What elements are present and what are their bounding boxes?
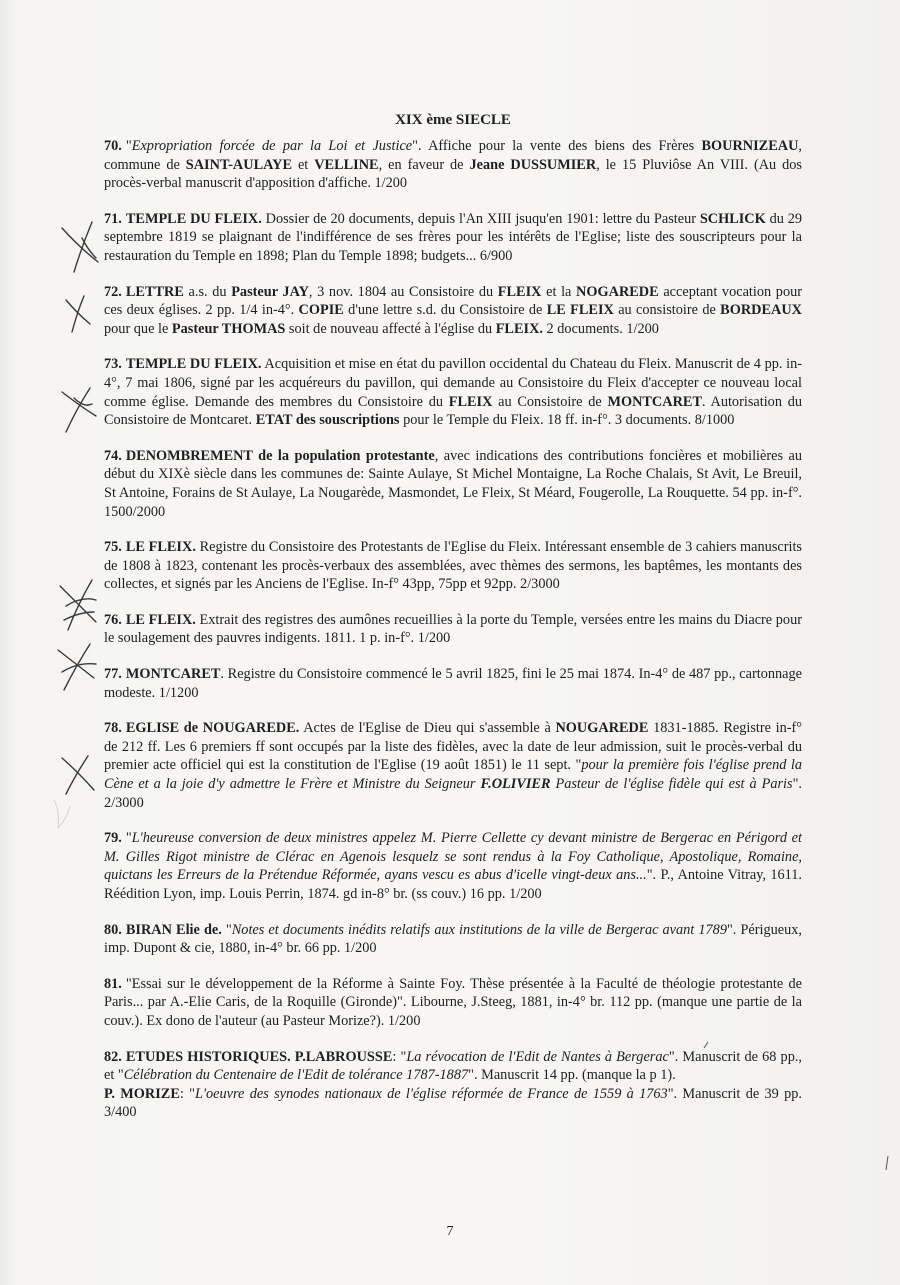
entry-keyword: COPIE — [298, 302, 344, 319]
entry-text: ". Manuscrit de 68 pp., et " — [104, 1048, 802, 1084]
entry-text: . Registre du Consistoire commencé le 5 avril 1825, fini le 25 mai 1874. In-4° de 487 pp., cartonnage modeste. 1/1200 — [104, 666, 802, 701]
entry-text: ". 2/3000 — [104, 776, 802, 811]
entry-text: a.s. du — [183, 283, 232, 300]
entry-keyword: VELLINE — [314, 156, 379, 173]
entry-text: 2 documents. 1/200 — [542, 320, 659, 337]
entry-number: 71. — [104, 210, 122, 227]
entry-keyword: LE FLEIX. — [125, 539, 196, 556]
catalog-entry-80 — [104, 921, 802, 958]
entry-keyword: NOUGAREDE — [555, 720, 649, 737]
entry-keyword: LE FLEIX — [546, 302, 614, 319]
entry-keyword: BOURNIZEAU — [701, 138, 799, 154]
entry-text: ". Manuscrit 14 pp. (manque la p 1). — [468, 1067, 676, 1084]
entry-list — [104, 137, 802, 1122]
entry-text: 1831-1885. Registre in-f° de 212 ff. Les 6 premiers ff sont occupés par la liste des fidèles, avec la date de leur admission, suit le procès-verbal du premier acte officiel qui est la constitution de l'Eglise (19 août 1851) le 11 sept. " — [104, 720, 803, 774]
entry-title-italic: Notes et documents inédits relatifs aux institutions de la ville de Bergerac avant 1789 — [231, 921, 727, 938]
catalog-entry-73 — [104, 355, 802, 429]
entry-number: 77. — [104, 666, 122, 683]
catalog-entry-79 — [104, 829, 802, 903]
entry-number: 80. — [104, 921, 122, 938]
entry-number: 70. — [104, 138, 122, 154]
entry-keyword: DENOMBREMENT de la population protestante — [125, 447, 435, 464]
catalog-entry-78 — [104, 719, 802, 812]
entry-keyword: TEMPLE DU FLEIX. — [125, 356, 262, 373]
entry-text: Extrait des registres des aumônes recueillies à la porte du Temple, versées entre les mains du Diacre pour le soulagement des pauvres indigents. 1811. 1 p. in-f°. 1/200 — [104, 611, 802, 647]
entry-text: , commune de — [104, 138, 802, 173]
entry-title-italic: Célébration du Centenaire de l'Edit de tolérance 1787-1887 — [123, 1067, 469, 1084]
catalog-entry-74 — [104, 447, 802, 521]
entry-text: et — [292, 156, 315, 173]
entry-text: ". P., Antoine Vitray, 1611. Réédition Lyon, imp. Louis Perrin, 1874. gd in-8° br. (ss couv.) 16 pp. 1/200 — [104, 867, 802, 902]
catalog-entry-82 — [104, 1048, 802, 1122]
catalog-entry-72 — [104, 283, 802, 339]
entry-keyword: MONTCARET — [607, 393, 702, 410]
entry-text: " — [221, 921, 232, 938]
entry-title-italic: L'oeuvre des synodes nationaux de l'église réformée de France de 1559 à 1763 — [195, 1085, 668, 1102]
entry-text: Acquisition et mise en état du pavillon occidental du Chateau du Fleix. Manuscrit de 4 pp. in-4°, 7 mai 1806, signé par les acquéreurs du pavillon, qui demande au Consistoire du Fleix d'accepter ce nouveau local comme église. Demande des membres du Consistoire du — [104, 356, 802, 410]
entry-text: ". Périgueux, imp. Dupont & cie, 1880, in-4° br. 66 pp. 1/200 — [104, 921, 803, 957]
entry-keyword: FLEIX — [448, 393, 493, 410]
entry-text: ". Manuscrit de 39 pp. 3/400 — [104, 1085, 802, 1121]
entry-text: Registre du Consistoire des Protestants de l'Eglise du Fleix. Intéressant ensemble de 3 cahiers manuscrits de 1808 à 1823, contenant les procès-verbaux des assemblées, avec thèmes des sermons, les baptêmes, les montants des collectes, et signés par les Anciens de l'Eglise. In-f° 43pp, 75pp et 92pp. 2/3000 — [104, 539, 802, 593]
entry-title-italic: L'heureuse conversion de deux ministres appelez M. Pierre Cellette cy devant ministre de Bergerac en Périgord et M. Gilles Rigot ministre de Clérac en Agenois lesquelz se sont rendus à la Foy Catholique, Apostolique, Romaine, quictans les Erreurs de la Prétendue Réformée, ayans vescu es abus d'icelle vingt-deux ans... — [104, 830, 802, 884]
entry-text: Actes de l'Eglise de Dieu qui s'assemble à — [299, 720, 556, 737]
entry-text: , avec indications des contributions foncières et mobilières au début du XIXè siècle dans les communes de: Sainte Aulaye, St Michel Montaigne, La Roche Chalais, St Avit, Le Breuil, St Antoine, Forains de St Aulaye, La Nougarède, Masmondet, Le Fleix, St Méard, Fougerolle, La Rouquette. 54 pp. in-f°. 1500/2000 — [104, 447, 802, 520]
entry-keyword: ETUDES HISTORIQUES. P.LABROUSSE — [125, 1048, 393, 1065]
entry-text: "Essai sur le développement de la Réforme à Sainte Foy. Thèse présentée à la Faculté de théologie protestante de Paris... par A.-Elie Caris, de la Roquille (Gironde)". Libourne, J.Steeg, 1881, in-4° br. 112 pp. (manque une partie de la couv.). Ex dono de l'auteur (au Pasteur Morize?). 1/200 — [104, 975, 802, 1029]
entry-text: : " — [179, 1085, 196, 1102]
entry-number: 78. — [104, 720, 122, 737]
catalog-entry-71 — [104, 210, 802, 266]
entry-text: au consistoire de — [613, 302, 721, 319]
entry-text: , 3 nov. 1804 au Consistoire du — [308, 283, 498, 300]
entry-text: , en faveur de — [378, 156, 470, 173]
entry-number: 81. — [104, 975, 122, 992]
catalog-entry-77 — [104, 665, 802, 702]
entry-number: 75. — [104, 539, 122, 556]
entry-keyword: LETTRE — [125, 283, 184, 300]
entry-text: " — [125, 138, 132, 154]
entry-keyword: FLEIX — [497, 283, 542, 300]
entry-keyword: FLEIX. — [495, 320, 543, 337]
entry-text: acceptant vocation pour ces deux églises. 2 pp. 1/4 in-4°. — [104, 283, 803, 319]
entry-keyword: Pasteur JAY — [231, 283, 309, 300]
entry-text: , le 15 Pluviôse An VIII. (Au dos procès-verbal manuscrit d'apposition d'affiche. 1/200 — [104, 156, 803, 192]
entry-number: 72. — [104, 283, 122, 300]
catalog-entry-70 — [104, 137, 802, 193]
entry-number: 73. — [104, 356, 122, 373]
entry-title-italic: pour la première fois l'église prend la Cène et a la joie d'y admettre le Frère et Ministre du Seigneur — [104, 757, 802, 793]
entry-text: . Autorisation du Consistoire de Montcaret. — [104, 393, 802, 429]
entry-keyword: SAINT-AULAYE — [185, 156, 292, 173]
entry-keyword: ETAT des souscriptions — [255, 412, 400, 429]
entry-text: du 29 septembre 1819 se plaignant de l'indifférence de ses frères pour les intérêts de l'Eglise; liste des souscripteurs pour la restauration du Temple en 1898; Plan du Temple 1898; budgets... 6/900 — [104, 210, 803, 264]
entry-keyword: SCHLICK — [699, 210, 766, 227]
entry-text: Dossier de 20 documents, depuis l'An XIII jsuqu'en 1901: lettre du Pasteur — [261, 210, 700, 227]
entry-text: au Consistoire de — [492, 393, 608, 410]
entry-number: 82. — [104, 1048, 122, 1065]
entry-text: soit de nouveau affecté à l'église du — [285, 320, 496, 337]
entry-number: 76. — [104, 611, 122, 628]
entry-title-italic: Pasteur de l'église fidèle qui est à Paris — [550, 776, 793, 793]
entry-text: " — [125, 830, 132, 847]
entry-text: ". Affiche pour la vente des biens des Frères — [412, 138, 702, 154]
entry-keyword: P. MORIZE — [104, 1085, 180, 1102]
entry-title-italic: La révocation de l'Edit de Nantes à Bergerac — [406, 1048, 669, 1065]
entry-keyword: MONTCARET — [125, 666, 221, 683]
entry-keyword: BORDEAUX — [720, 302, 802, 319]
document-body — [104, 112, 802, 1139]
entry-title-italic: Expropriation forcée de par la Loi et Justice — [131, 138, 413, 154]
entry-keyword: NOGAREDE — [576, 283, 659, 300]
catalog-entry-75 — [104, 538, 802, 594]
entry-keyword: EGLISE de NOUGAREDE. — [125, 720, 300, 737]
entry-number: 74. — [104, 447, 122, 464]
entry-text: pour que le — [104, 320, 172, 337]
catalog-entry-76 — [104, 611, 802, 648]
entry-text: : " — [392, 1048, 407, 1065]
entry-number: 79. — [104, 830, 122, 847]
entry-keyword: Jeane DUSSUMIER — [469, 156, 597, 173]
entry-text: et la — [541, 283, 577, 300]
catalog-entry-81 — [104, 975, 802, 1031]
entry-keyword: LE FLEIX. — [125, 611, 196, 628]
entry-keyword: TEMPLE DU FLEIX. — [125, 210, 262, 227]
entry-keyword: BIRAN Elie de. — [125, 921, 222, 938]
page-number: 7 — [446, 1224, 454, 1239]
entry-keyword: Pasteur THOMAS — [171, 320, 286, 337]
entry-text: pour le Temple du Fleix. 18 ff. in-f°. 3 documents. 8/1000 — [399, 412, 735, 429]
entry-text: d'une lettre s.d. du Consistoire de — [343, 302, 547, 319]
entry-keyword: F.OLIVIER — [480, 776, 551, 793]
section-heading: XIX ème SIECLE — [395, 112, 511, 128]
